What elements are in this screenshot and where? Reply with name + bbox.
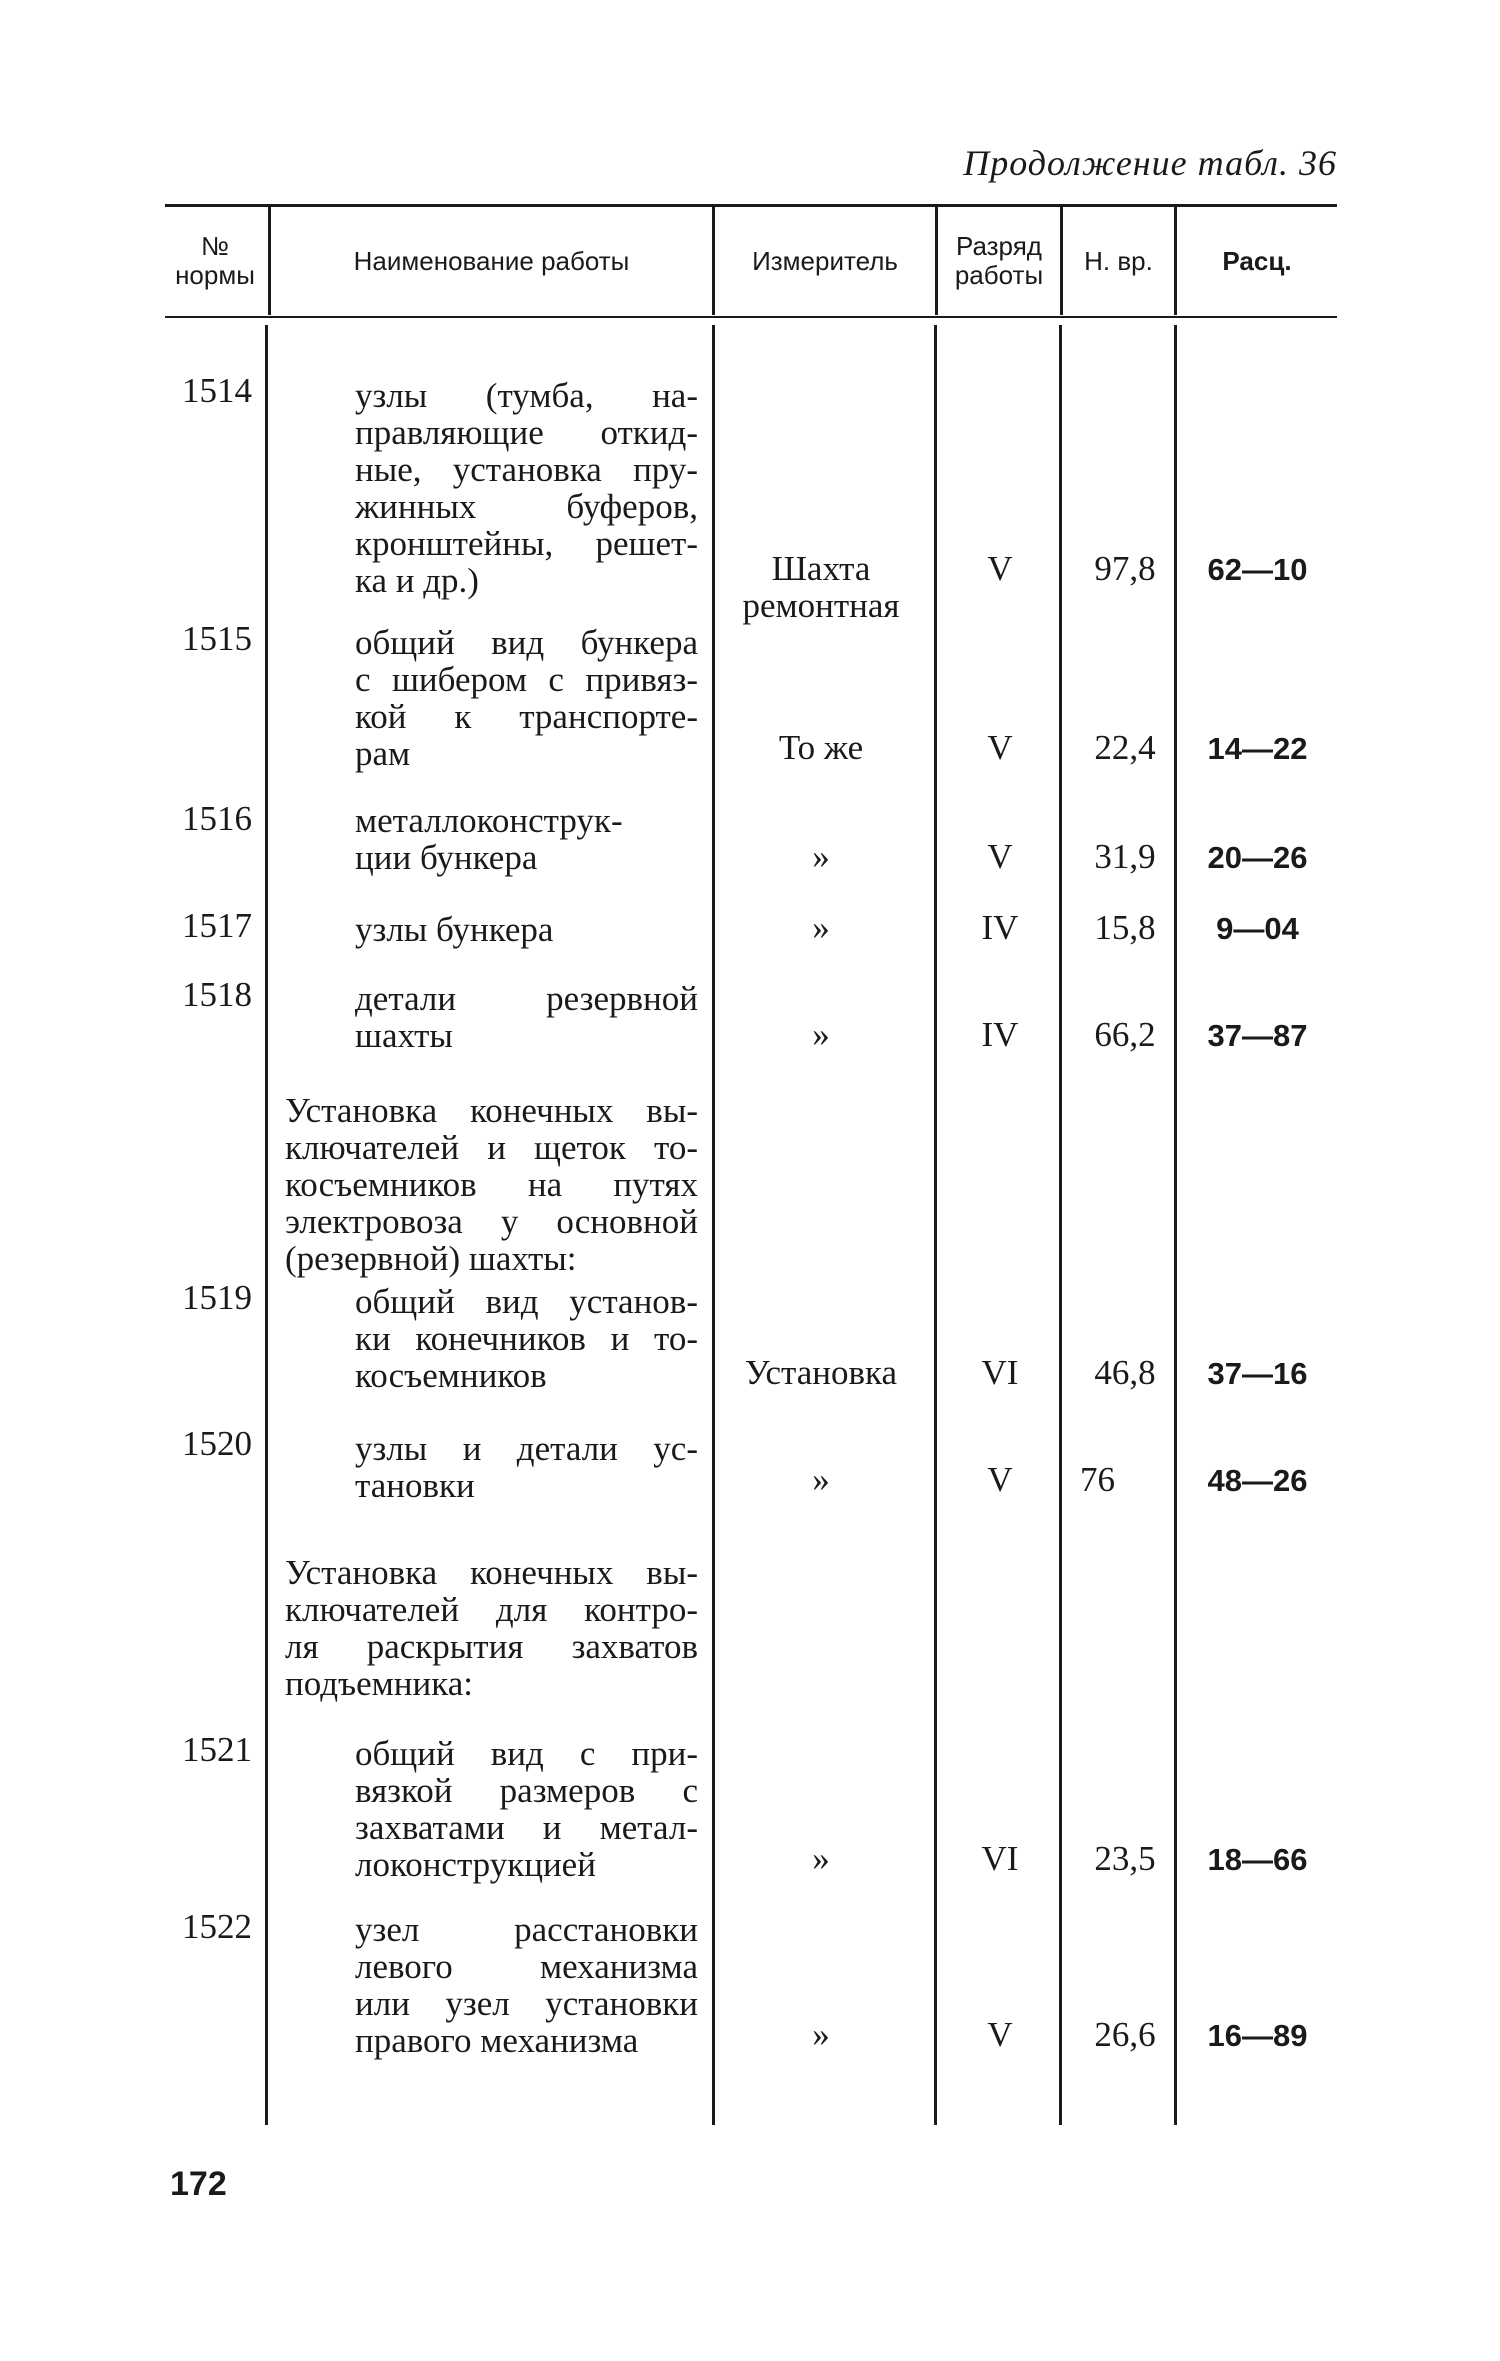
description-line: ции бункера [355,838,538,877]
unit-line: Шахта [771,549,871,588]
rate-value: 37—16 [1207,1356,1308,1391]
time-norm: 22,4 [1094,728,1156,767]
rate-value: 20—26 [1207,840,1308,875]
description-line: детали резервной [355,979,698,1018]
description-line: общий вид установ- [355,1282,698,1321]
norm-number: 1520 [182,1424,252,1463]
header-unit: Измеритель [752,245,898,276]
table-continuation-label: Продолжение табл. 36 [963,143,1337,183]
description-line: вязкой размеров с [355,1771,698,1810]
section-line: ключателей и щеток то- [285,1128,698,1167]
work-grade: V [987,2015,1013,2054]
norm-number: 1516 [182,799,252,838]
table-header-rule [165,316,1337,318]
description-line: узлы и детали ус- [355,1429,698,1468]
measure-unit: » [812,1460,830,1499]
time-norm: 23,5 [1094,1839,1156,1878]
measure-unit: » [812,2015,830,2054]
description-line: кой к транспорте- [355,697,698,736]
description-line: жинных буферов, [355,487,698,526]
column-divider [712,325,715,2125]
measure-unit: » [812,1839,830,1878]
measure-unit [716,550,926,624]
rate-value: 37—87 [1207,1018,1308,1053]
section-line: ключателей для контро- [285,1590,698,1629]
measure-unit: » [812,908,830,947]
description-line: общий вид с при- [355,1734,698,1773]
norm-number: 1517 [182,906,252,945]
description-line: правляющие откид- [355,413,698,452]
time-norm: 46,8 [1094,1353,1156,1392]
section-line: косъемников на путях [285,1165,698,1204]
time-norm: 26,6 [1094,2015,1156,2054]
norm-number: 1519 [182,1278,252,1317]
description-line: кронштейны, решет- [355,524,698,563]
measure-unit: Установка [744,1353,898,1392]
rate-value: 14—22 [1207,731,1308,766]
header-grade: Разряд работы [954,231,1044,290]
norm-number: 1515 [182,619,252,658]
norm-number: 1518 [182,975,252,1014]
work-grade: V [987,728,1013,767]
work-grade: V [987,837,1013,876]
work-description [355,980,698,1054]
work-grade: V [987,1460,1013,1499]
header-rate: Расц. [1222,245,1292,276]
section-line: электровоза у основной [285,1202,698,1241]
header-number: № нормы [175,231,255,290]
description-line: косъемников [355,1356,547,1395]
work-description [355,1430,698,1504]
work-description [355,1911,698,2059]
work-grade: IV [981,908,1019,947]
description-line: правого механизма [355,2021,639,2060]
section-line: Установка конечных вы- [285,1553,698,1592]
work-description [355,1735,698,1883]
rate-value: 9—04 [1216,911,1299,946]
rate-value: 48—26 [1207,1463,1308,1498]
description-line: узлы (тумба, на- [355,376,698,415]
description-line: тановки [355,1466,475,1505]
description-line: узлы бункера [355,910,554,949]
description-line: локонструкцией [355,1845,596,1884]
work-description [355,377,698,599]
measure-unit: То же [778,728,864,767]
work-description [355,1283,698,1394]
work-grade: V [987,549,1013,588]
description-line: с шибером с привяз- [355,660,698,699]
description-line: ные, установка пру- [355,450,698,489]
description-line: или узел установки [355,1984,698,2023]
measure-unit: » [812,1015,830,1054]
rate-value: 18—66 [1207,1842,1308,1877]
description-line: узел расстановки [355,1910,698,1949]
column-divider [265,325,268,2125]
time-norm: 97,8 [1094,549,1156,588]
description-line: левого механизма [355,1947,698,1986]
rate-value: 62—10 [1207,552,1308,587]
section-line: Установка конечных вы- [285,1091,698,1130]
time-norm: 76 [1080,1460,1115,1499]
work-grade: VI [981,1839,1019,1878]
rate-value: 16—89 [1207,2018,1308,2053]
work-grade: IV [981,1015,1019,1054]
work-description [355,911,698,948]
measure-unit: » [812,837,830,876]
time-norm: 15,8 [1094,908,1156,947]
page-number: 172 [170,2165,227,2203]
work-description [355,802,698,876]
section-line: (резервной) шахты: [285,1239,577,1278]
section-line: подъемника: [285,1664,474,1703]
section-line: ля раскрытия захватов [285,1627,698,1666]
section-heading [285,1092,698,1277]
description-line: захватами и метал- [355,1808,698,1847]
header-name: Наименование работы [353,245,630,276]
description-line: металлоконструк- [355,801,623,840]
description-line: шахты [355,1016,453,1055]
section-heading [285,1554,698,1702]
norm-number: 1522 [182,1907,252,1946]
work-description [355,624,698,772]
description-line: общий вид бункера [355,623,698,662]
column-divider [934,325,937,2125]
time-norm: 31,9 [1094,837,1156,876]
description-line: рам [355,734,411,773]
work-grade: VI [981,1353,1019,1392]
norm-number: 1514 [182,371,252,410]
norm-number: 1521 [182,1730,252,1769]
header-time: Н. вр. [1084,245,1153,276]
unit-line: ремонтная [742,586,900,625]
description-line: ки конечников и то- [355,1319,698,1358]
time-norm: 66,2 [1094,1015,1156,1054]
description-line: ка и др.) [355,561,479,600]
